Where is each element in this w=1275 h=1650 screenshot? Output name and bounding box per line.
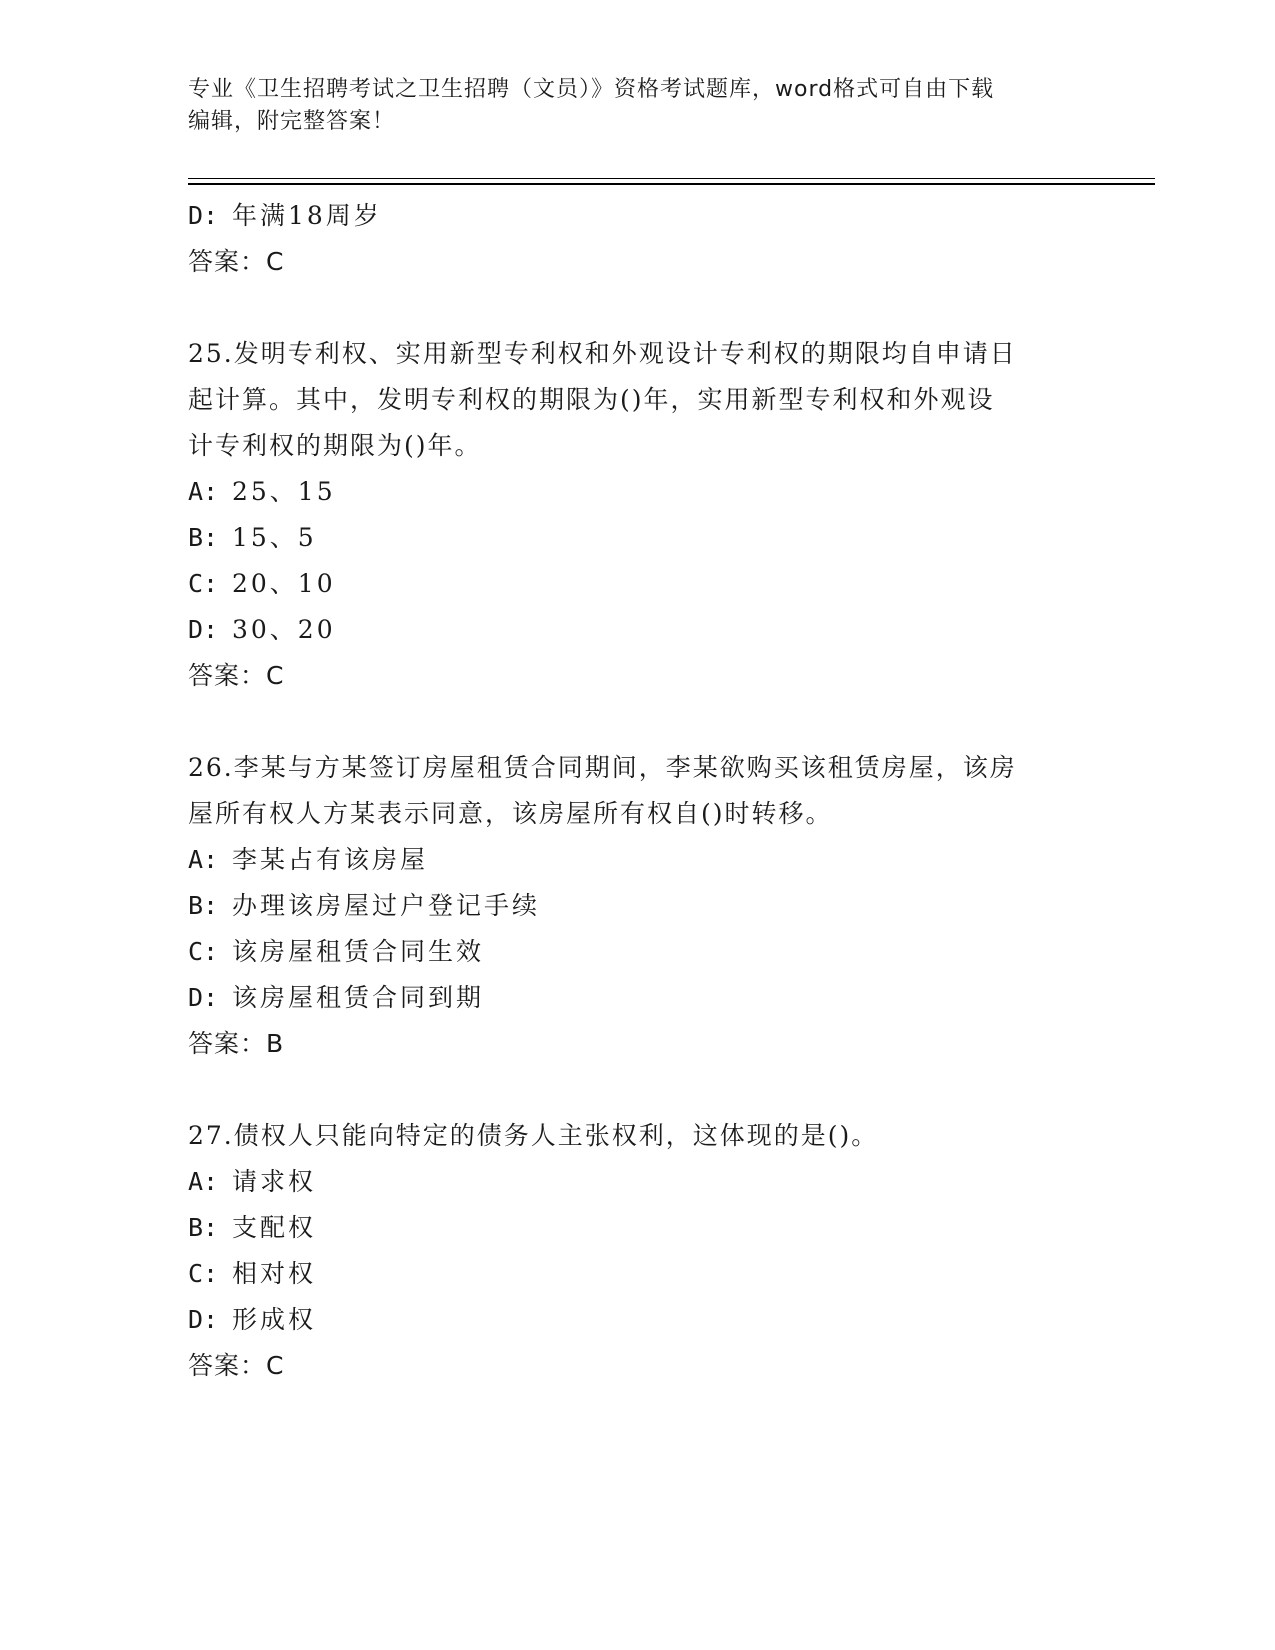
option-text: 请求权 bbox=[232, 1167, 317, 1196]
question-stem-line: 25.发明专利权、实用新型专利权和外观设计专利权的期限均自申请日 bbox=[188, 339, 1017, 368]
answer: 答案：B bbox=[188, 1029, 285, 1058]
answer: 答案：C bbox=[188, 661, 285, 690]
option-label: B: bbox=[188, 1213, 219, 1242]
option-label: A: bbox=[188, 845, 219, 874]
header-divider-top bbox=[188, 178, 1155, 179]
option-a bbox=[188, 837, 1088, 883]
option-label: A: bbox=[188, 1167, 219, 1196]
answer: 答案：C bbox=[188, 1351, 285, 1380]
option-label: C: bbox=[188, 569, 219, 598]
option-text: 李某占有该房屋 bbox=[232, 845, 429, 874]
question-25 bbox=[188, 331, 1088, 699]
option-label: B: bbox=[188, 523, 219, 552]
option-text: 25、15 bbox=[232, 477, 336, 506]
option-d bbox=[188, 1297, 1088, 1343]
question-stem-line: 计专利权的期限为()年。 bbox=[188, 431, 482, 460]
option-label: D: bbox=[188, 201, 219, 230]
option-label: D: bbox=[188, 1305, 219, 1334]
option-c bbox=[188, 1251, 1088, 1297]
option-text: 相对权 bbox=[232, 1259, 317, 1288]
question-stem-line: 26.李某与方某签订房屋租赁合同期间，李某欲购买该租赁房屋，该房 bbox=[188, 753, 1017, 782]
option-d bbox=[188, 975, 1088, 1021]
option-label: D: bbox=[188, 983, 219, 1012]
header-divider-bottom bbox=[188, 183, 1155, 185]
option-label: C: bbox=[188, 1259, 219, 1288]
option-a bbox=[188, 1159, 1088, 1205]
header-line-2: 编辑，附完整答案！ bbox=[188, 109, 396, 134]
option-label: C: bbox=[188, 937, 219, 966]
prev-option-d bbox=[188, 193, 1088, 239]
question-stem-line: 起计算。其中，发明专利权的期限为()年，实用新型专利权和外观设 bbox=[188, 385, 995, 414]
option-text: 15、5 bbox=[232, 523, 317, 552]
option-label: A: bbox=[188, 477, 219, 506]
question-27 bbox=[188, 1113, 1088, 1389]
page-header bbox=[188, 74, 1088, 138]
prev-answer: 答案：C bbox=[188, 247, 285, 276]
spacer bbox=[188, 699, 1088, 745]
option-text: 该房屋租赁合同到期 bbox=[232, 983, 485, 1012]
option-text: 办理该房屋过户登记手续 bbox=[232, 891, 541, 920]
option-b bbox=[188, 883, 1088, 929]
option-text: 形成权 bbox=[232, 1305, 317, 1334]
option-text: 30、20 bbox=[232, 615, 336, 644]
header-line-1: 专业《卫生招聘考试之卫生招聘（文员）》资格考试题库，word格式可自由下载 bbox=[188, 77, 995, 102]
question-stem-line: 屋所有权人方某表示同意，该房屋所有权自()时转移。 bbox=[188, 799, 833, 828]
option-a bbox=[188, 469, 1088, 515]
option-c bbox=[188, 929, 1088, 975]
option-text: 20、10 bbox=[232, 569, 336, 598]
question-stem-line: 27.债权人只能向特定的债务人主张权利，这体现的是()。 bbox=[188, 1121, 879, 1150]
spacer bbox=[188, 285, 1088, 331]
option-text: 该房屋租赁合同生效 bbox=[232, 937, 485, 966]
option-text: 支配权 bbox=[232, 1213, 317, 1242]
option-text: 年满18周岁 bbox=[232, 201, 382, 230]
spacer bbox=[188, 1067, 1088, 1113]
question-content bbox=[188, 193, 1088, 1389]
option-b bbox=[188, 515, 1088, 561]
option-label: D: bbox=[188, 615, 219, 644]
option-label: B: bbox=[188, 891, 219, 920]
option-d bbox=[188, 607, 1088, 653]
option-c bbox=[188, 561, 1088, 607]
question-26 bbox=[188, 745, 1088, 1067]
option-b bbox=[188, 1205, 1088, 1251]
